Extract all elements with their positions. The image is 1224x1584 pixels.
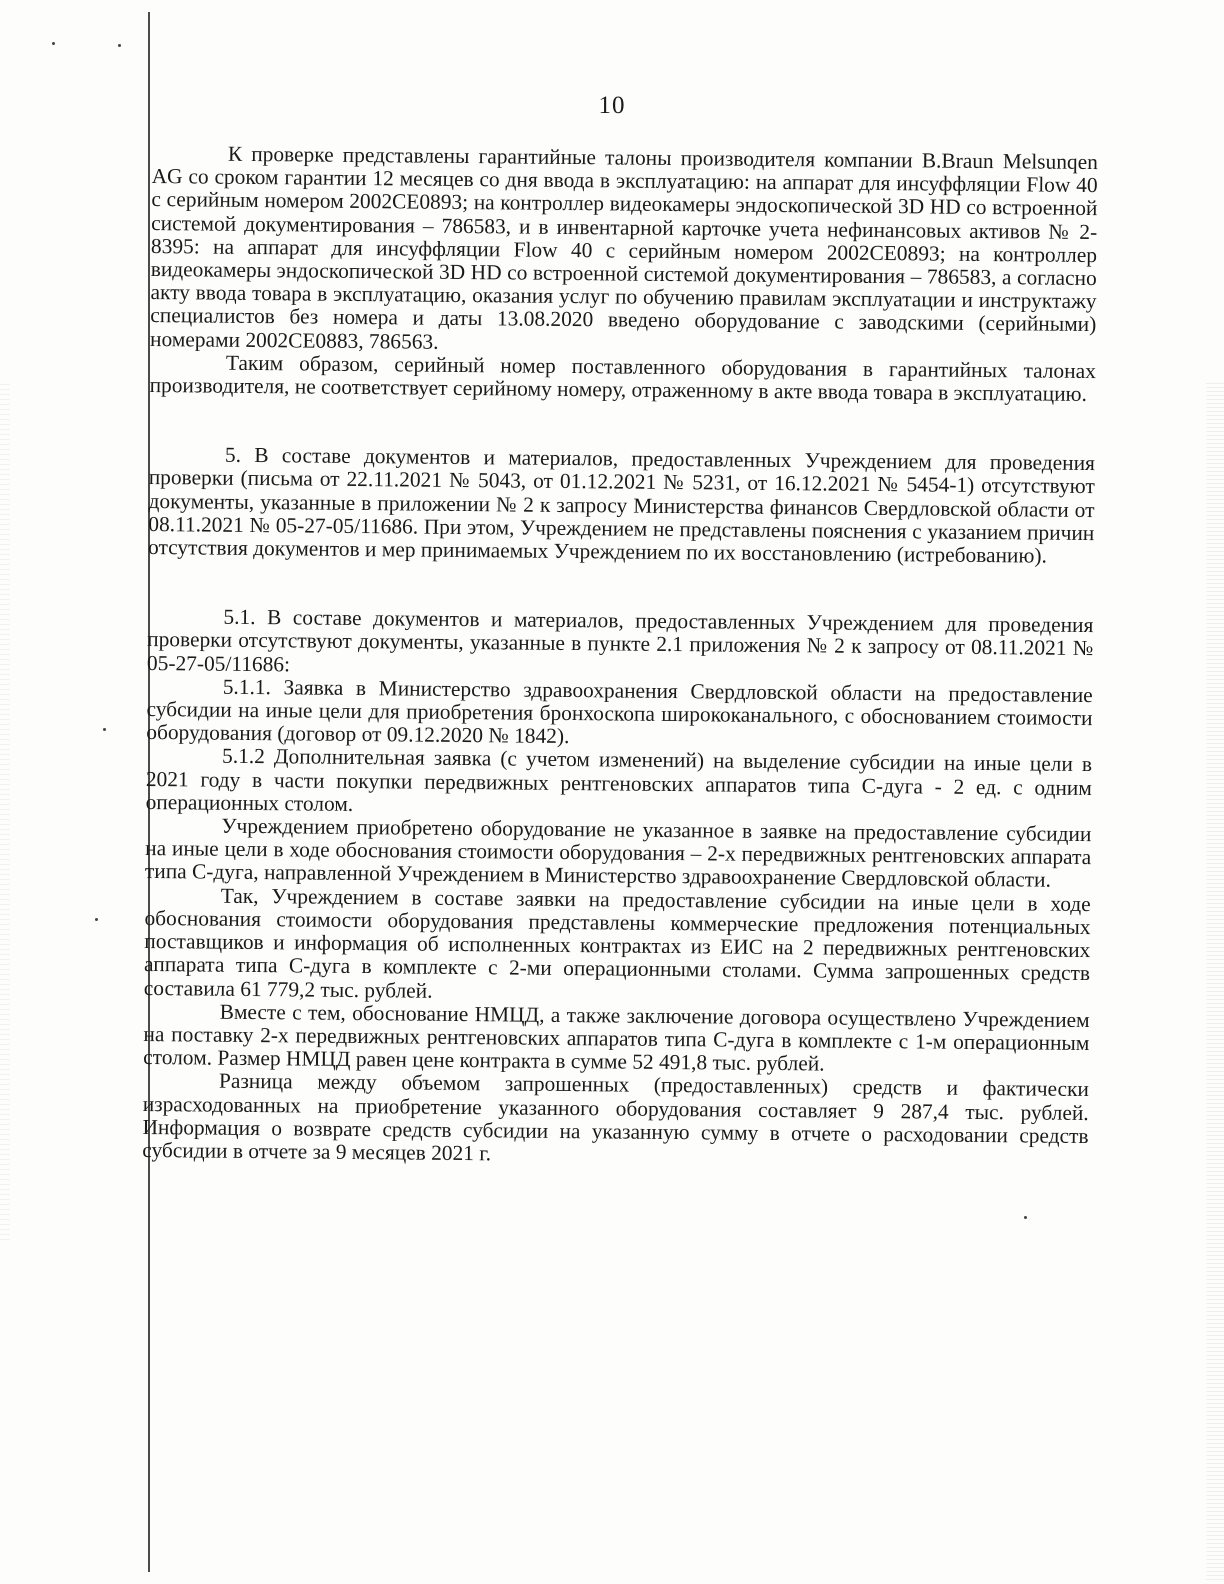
paragraph-section-5: 5. В составе документов и материалов, предоставленных Учреждением для проведения проверки (письма от 22.11.2021 № 5043, от 01.12.2021 № 5231, от 16.12.2021 № 5454-1) отсутствуют документы, указанные в приложении № 2 к запросу Министерства финансов Свердловской области от 08.11.2021 № 05-27-05/11686. При этом, Учреждением не представлены пояснения с указанием причин отсутствия документов и мер принимаемых Учреждением по их восстановлению (истребованию). xyxy=(147,442,1096,568)
scan-edge-noise-left xyxy=(0,380,10,1240)
scan-speck xyxy=(1024,1216,1027,1219)
paragraph-equipment: Учреждением приобретено оборудование не указанное в заявке на предоставление субсидии на иные цели в ходе обоснования стоимости оборудования – 2-х передвижных рентгеновских аппарата типа С-дуга, направленной Учреждением в Министерство здравоохранение Свердловской области. xyxy=(144,813,1092,893)
paragraph-warranty: К проверке представлены гарантийные талоны производителя компании B.Braun Melsunqen AG со сроком гарантии 12 месяцев со дня ввода в эксплуатацию: на аппарат для инсуффляции Flow 40 с серийным номером 2002CE0893; на контроллер видеокамеры эндоскопической 3D HD со встроенной системой документирования – 786583, и в инвентарной карточке учета нефинансовых активов № 2-8395: на аппарат для инсуффляции Flow 40 с серийным номером 2002CE0893; на контроллер видеокамеры эндоскопической 3D HD со встроенной системой документирования – 786583, а согласно акту ввода товара в эксплуатацию, оказания услуг по обучению правилам эксплуатации и инструктажу специалистов без номера и даты 13.08.2020 введено оборудование с заводскими (серийными) номерами 2002CE0883, 786563. xyxy=(149,141,1098,354)
paragraph-section-5-1: 5.1. В составе документов и материалов, предоставленных Учреждением для проведения проверки отсутствуют документы, указанные в пункте 2.1 приложения № 2 к запросу от 08.11.2021 № 05-27-05/11686: xyxy=(146,604,1094,677)
paragraph-section-5-1-1: 5.1.1. Заявка в Министерство здравоохранения Свердловской области на предоставление субсидии на иные цели для приобретения бронхоскопа ширококанального, с обоснованием стоимости оборудования (договор от 09.12.2020 № 1842). xyxy=(146,674,1093,749)
scan-speck xyxy=(103,728,106,731)
scan-edge-noise xyxy=(1206,380,1224,1580)
paragraph-conclusion: Таким образом, серийный номер поставленного оборудования в гарантийных талонах производителя, не соответствует серийному номеру, отраженному в акте ввода товара в эксплуатацию. xyxy=(149,350,1096,407)
scan-speck xyxy=(52,42,55,45)
paragraph-difference: Разница между объемом запрошенных (предоставленных) средств и фактически израсходованных на приобретение указанного оборудования составляет 9 287,4 тыс. рублей. Информация о возврате средств субсидии на указанную сумму в отчете о расходовании средств субсидии в отчете за 9 месяцев 2021 г. xyxy=(142,1068,1090,1166)
paragraph-application: Так, Учреждением в составе заявки на предоставление субсидии на иные цели в ходе обоснования стоимости оборудования представлены коммерческие предложения потенциальных поставщиков и информация об исполненных контрактах из ЕИС на 2 передвижных рентгеновских аппарата типа С-дуга в комплекте с 2-ми операционными столами. Сумма запрошенных средств составила 61 779,2 тыс. рублей. xyxy=(143,883,1091,1003)
document-body xyxy=(142,142,1098,1171)
scan-speck xyxy=(118,44,121,47)
paragraph-nmcd: Вместе с тем, обоснование НМЦД, а также заключение договора осуществлено Учреждением на поставку 2-х передвижных рентгеновских аппаратов типа С-дуга в комплекте с 1-м операционным столом. Размер НМЦД равен цене контракта в сумме 52 491,8 тыс. рублей. xyxy=(143,999,1090,1076)
paragraph-section-5-1-2: 5.1.2 Дополнительная заявка (с учетом изменений) на выделение субсидии на иные цели в 2021 году в части покупки передвижных рентгеновских аппаратов типа С-дуга - 2 ед. с одним операционных столом. xyxy=(145,744,1093,816)
scan-speck xyxy=(95,918,98,921)
page-number: 10 xyxy=(598,92,626,119)
